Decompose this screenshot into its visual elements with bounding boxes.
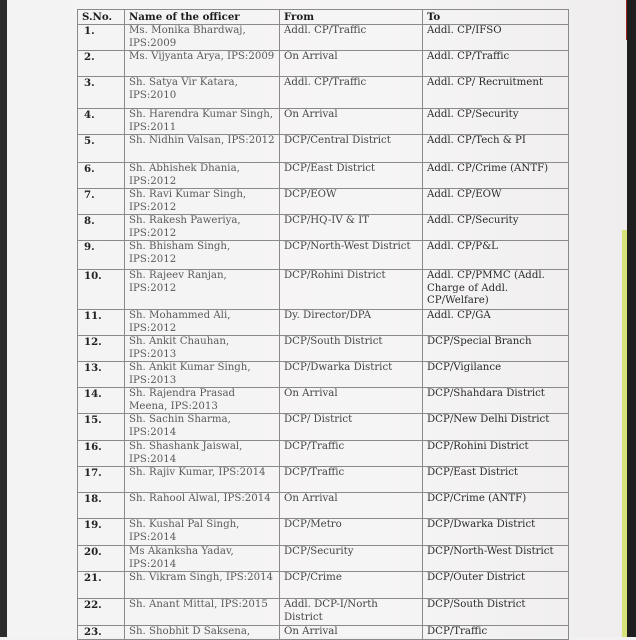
table-row [78,270,569,310]
cell-sno: 1. [78,25,125,51]
cell-from: On Arrival [280,626,423,640]
table-row [78,362,569,388]
cell-sno: 11. [78,310,125,336]
cell-to: Addl. CP/GA [423,310,569,336]
cell-to: Addl. CP/P&L [423,241,569,270]
cell-to: Addl. CP/Security [423,109,569,135]
cell-from: On Arrival [280,388,423,414]
cell-to: Addl. CP/IFSO [423,25,569,51]
cell-sno: 18. [78,493,125,519]
cell-to: DCP/South District [423,599,569,626]
table-row [78,572,569,599]
cell-officer-name: Sh. Anant Mittal, IPS:2015 [125,599,280,626]
cell-sno: 12. [78,336,125,362]
table-row [78,599,569,626]
header-name: Name of the officer [125,10,280,25]
cell-officer-name: Sh. Sachin Sharma, IPS:2014 [125,414,280,441]
cell-from: DCP/Traffic [280,467,423,493]
table-row [78,519,569,546]
cell-to: DCP/Special Branch [423,336,569,362]
cell-to: Addl. CP/ Recruitment [423,77,569,109]
table-row [78,546,569,572]
table-row [78,109,569,135]
header-sno: S.No. [78,10,125,25]
cell-sno: 6. [78,163,125,189]
cell-officer-name: Sh. Vikram Singh, IPS:2014 [125,572,280,599]
cell-officer-name: Sh. Rakesh Paweriya, IPS:2012 [125,215,280,241]
table-row [78,388,569,414]
table-row [78,626,569,640]
cell-to: DCP/Crime (ANTF) [423,493,569,519]
cell-from: Addl. CP/Traffic [280,77,423,109]
cell-sno: 3. [78,77,125,109]
cell-to: DCP/Rohini District [423,441,569,467]
cell-to: DCP/New Delhi District [423,414,569,441]
cell-officer-name: Sh. Ankit Chauhan, IPS:2013 [125,336,280,362]
table-row [78,189,569,215]
header-from: From [280,10,423,25]
cell-sno: 23. [78,626,125,640]
table-row [78,493,569,519]
cell-sno: 20. [78,546,125,572]
table-row [78,414,569,441]
cell-from: DCP/Crime [280,572,423,599]
cell-sno: 22. [78,599,125,626]
header-to: To [423,10,569,25]
cell-from: DCP/East District [280,163,423,189]
cell-sno: 16. [78,441,125,467]
table-row [78,310,569,336]
cell-from: On Arrival [280,51,423,77]
cell-from: DCP/ District [280,414,423,441]
cell-to: DCP/Shahdara District [423,388,569,414]
cell-from: DCP/Rohini District [280,270,423,310]
cell-from: DCP/South District [280,336,423,362]
cell-sno: 21. [78,572,125,599]
cell-to: DCP/East District [423,467,569,493]
cell-to: DCP/Vigilance [423,362,569,388]
cell-to: DCP/Dwarka District [423,519,569,546]
cell-officer-name: Sh. Shashank Jaiswal, IPS:2014 [125,441,280,467]
cell-officer-name: Sh. Rajendra Prasad Meena, IPS:2013 [125,388,280,414]
cell-officer-name: Sh. Abhishek Dhania, IPS:2012 [125,163,280,189]
cell-sno: 17. [78,467,125,493]
cell-officer-name: Sh. Bhisham Singh, IPS:2012 [125,241,280,270]
cell-to: Addl. CP/Tech & PI [423,135,569,163]
cell-sno: 15. [78,414,125,441]
cell-officer-name: Sh. Ankit Kumar Singh, IPS:2013 [125,362,280,388]
cell-officer-name: Sh. Rahool Alwal, IPS:2014 [125,493,280,519]
table-row [78,467,569,493]
table-row [78,51,569,77]
table-row [78,77,569,109]
cell-from: DCP/Security [280,546,423,572]
cell-sno: 5. [78,135,125,163]
cell-officer-name: Sh. Mohammed Ali, IPS:2012 [125,310,280,336]
cell-sno: 10. [78,270,125,310]
cell-officer-name: Ms Akanksha Yadav, IPS:2014 [125,546,280,572]
cell-officer-name: Sh. Harendra Kumar Singh, IPS:2011 [125,109,280,135]
cell-sno: 14. [78,388,125,414]
cell-from: DCP/North-West District [280,241,423,270]
cell-from: Addl. DCP-I/North District [280,599,423,626]
cell-to: Addl. CP/Traffic [423,51,569,77]
cell-officer-name: Sh. Ravi Kumar Singh, IPS:2012 [125,189,280,215]
cell-from: DCP/Central District [280,135,423,163]
cell-officer-name: Sh. Rajiv Kumar, IPS:2014 [125,467,280,493]
cell-from: DCP/EOW [280,189,423,215]
table-row [78,441,569,467]
cell-from: DCP/Dwarka District [280,362,423,388]
cell-from: DCP/HQ-IV & IT [280,215,423,241]
table-row [78,25,569,51]
cell-from: DCP/Metro [280,519,423,546]
cell-to: DCP/Outer District [423,572,569,599]
cell-sno: 8. [78,215,125,241]
cell-officer-name: Ms. Monika Bhardwaj, IPS:2009 [125,25,280,51]
cell-sno: 2. [78,51,125,77]
cell-to: Addl. CP/Crime (ANTF) [423,163,569,189]
table-row [78,336,569,362]
cell-from: Addl. CP/Traffic [280,25,423,51]
cell-officer-name: Sh. Nidhin Valsan, IPS:2012 [125,135,280,163]
table-row [78,215,569,241]
cell-from: On Arrival [280,493,423,519]
table-row [78,163,569,189]
left-background-edge [0,0,7,637]
cell-to: DCP/North-West District [423,546,569,572]
cell-sno: 4. [78,109,125,135]
cell-from: Dy. Director/DPA [280,310,423,336]
cell-to: Addl. CP/PMMC (Addl. Charge of Addl. CP/Welfare) [423,270,569,310]
table-header-row [78,10,569,25]
cell-officer-name: Sh. Satya Vir Katara, IPS:2010 [125,77,280,109]
table-row [78,135,569,163]
right-background-edge [627,0,636,637]
cell-officer-name: Sh. Rajeev Ranjan, IPS:2012 [125,270,280,310]
cell-officer-name: Ms. Vijyanta Arya, IPS:2009 [125,51,280,77]
cell-to: Addl. CP/EOW [423,189,569,215]
cell-from: On Arrival [280,109,423,135]
cell-sno: 19. [78,519,125,546]
cell-to: DCP/Traffic [423,626,569,640]
cell-officer-name: Sh. Shobhit D Saksena, [125,626,280,640]
cell-from: DCP/Traffic [280,441,423,467]
officer-transfer-table [77,9,569,640]
cell-sno: 7. [78,189,125,215]
cell-to: Addl. CP/Security [423,215,569,241]
cell-sno: 13. [78,362,125,388]
cell-officer-name: Sh. Kushal Pal Singh, IPS:2014 [125,519,280,546]
cell-sno: 9. [78,241,125,270]
table-row [78,241,569,270]
